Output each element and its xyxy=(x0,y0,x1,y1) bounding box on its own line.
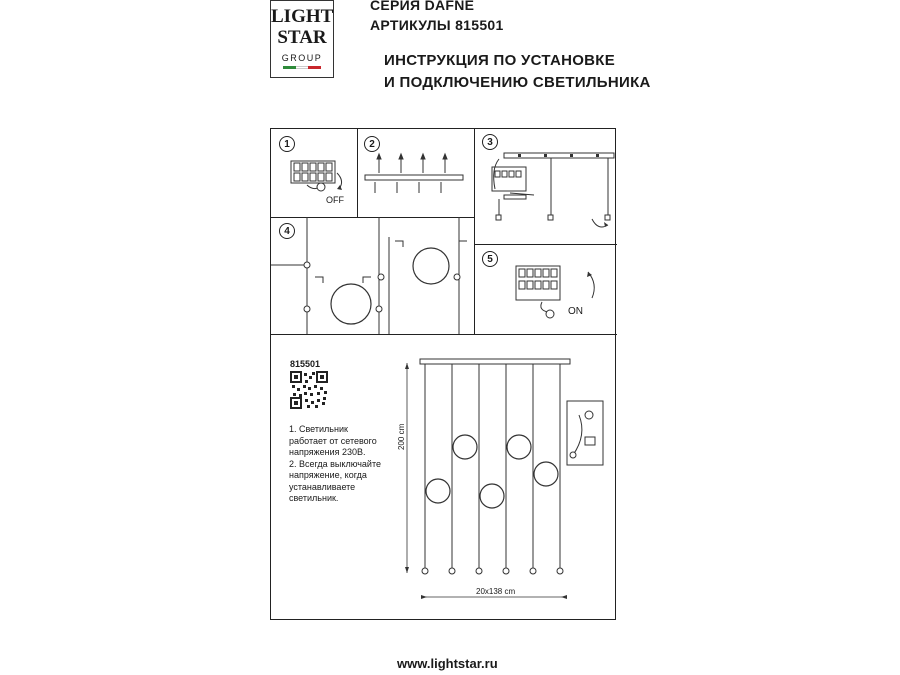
step-number-3: 3 xyxy=(482,134,498,150)
logo-line3: GROUP xyxy=(281,53,323,63)
instruction-title-line1: ИНСТРУКЦИЯ ПО УСТАНОВКЕ xyxy=(384,52,616,69)
step4-sphere-hanging-illustration xyxy=(271,217,474,334)
on-label: ON xyxy=(568,306,583,317)
step-number-4: 4 xyxy=(279,223,295,239)
step-number-1: 1 xyxy=(279,136,295,152)
step-number-2: 2 xyxy=(364,136,380,152)
off-label: OFF xyxy=(326,195,344,205)
safety-notes: 1. Светильник работает от сетевого напряжения 230В. 2. Всегда выключайте напряжение, когда устанавливаете светильник. xyxy=(289,424,381,503)
width-dimension-label: 20x138 cm xyxy=(476,587,516,596)
step-number-5: 5 xyxy=(482,251,498,267)
logo-line1: LIGHT xyxy=(271,6,334,27)
logo-line2: STAR xyxy=(277,27,327,48)
divider xyxy=(271,334,617,335)
qr-code-icon xyxy=(290,371,328,409)
instruction-title-line2: И ПОДКЛЮЧЕНИЮ СВЕТИЛЬНИКА xyxy=(384,74,651,91)
step2-canopy-screws-illustration xyxy=(357,129,474,217)
italian-flag-icon xyxy=(283,66,321,69)
step1-terminal-off-illustration xyxy=(271,129,357,217)
step5-terminal-on-illustration xyxy=(474,244,617,334)
articles-title: АРТИКУЛЫ 815501 xyxy=(370,17,504,33)
website-url: www.lightstar.ru xyxy=(397,656,498,671)
brand-logo xyxy=(270,0,334,78)
step3-mounting-illustration xyxy=(474,129,617,244)
height-dimension-label: 200 cm xyxy=(397,423,406,450)
product-article: 815501 xyxy=(290,359,321,369)
product-dimension-drawing xyxy=(395,355,605,605)
series-title: СЕРИЯ DAFNE xyxy=(370,0,475,13)
